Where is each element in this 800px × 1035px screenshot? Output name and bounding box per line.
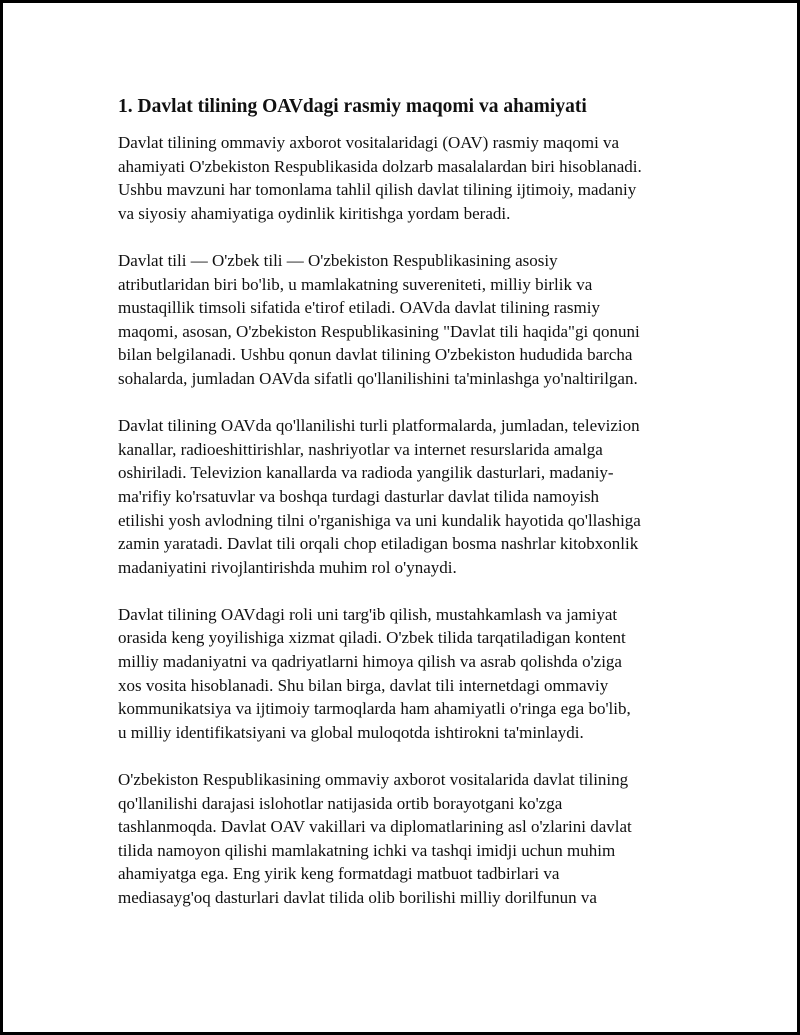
text-line: milliy madaniyatni va qadriyatlarni himoya qilish va asrab qolishda o'ziga — [118, 652, 622, 672]
text-line: u milliy identifikatsiyani va global muloqotda ishtirokni ta'minlaydi. — [118, 722, 584, 742]
text-line: ahamiyati O'zbekiston Respublikasida dolzarb masalalardan biri hisoblanadi. — [118, 156, 642, 176]
text-line: tashlanmoqda. Davlat OAV vakillari va diplomatlarining asl o'zlarini davlat — [118, 817, 632, 837]
text-line: Davlat tili — O'zbek tili — O'zbekiston Respublikasining asosiy — [118, 250, 558, 270]
text-line: Davlat tilining ommaviy axborot vositalaridagi (OAV) rasmiy maqomi va — [118, 133, 620, 152]
paragraph — [118, 131, 698, 225]
text-line: Ushbu mavzuni har tomonlama tahlil qilish davlat tilining ijtimoiy, madaniy — [118, 180, 637, 200]
text-line: bilan belgilanadi. Ushbu qonun davlat tilining O'zbekiston hududida barcha — [118, 345, 633, 365]
text-line: qo'llanilishi darajasi islohotlar natijasida ortib borayotgani ko'zga — [118, 793, 563, 813]
text-line: O'zbekiston Respublikasining ommaviy axborot vositalarida davlat tilining — [118, 770, 629, 790]
text-line: mediasayg'oq dasturlari davlat tilida olib borilishi milliy dorilfunun va — [118, 888, 597, 907]
text-line: ahamiyatga ega. Eng yirik keng formatdagi matbuot tadbirlari va — [118, 864, 560, 884]
paragraph — [118, 603, 698, 745]
text-line: kommunikatsiya va ijtimoiy tarmoqlarda ham ahamiyatli o'ringa ega bo'lib, — [118, 699, 631, 719]
text-line: orasida keng yoyilishiga xizmat qiladi. O'zbek tilida tarqatiladigan kontent — [118, 628, 626, 648]
text-line: tilida namoyon qilishi mamlakatning ichki va tashqi imidji uchun muhim — [118, 840, 616, 860]
section-heading: 1. Davlat tilining OAVdagi rasmiy maqomi va ahamiyati — [118, 96, 587, 117]
text-line: va siyosiy ahamiyatiga oydinlik kiritishga yordam beradi. — [118, 203, 511, 223]
text-line: oshiriladi. Televizion kanallarda va radioda yangilik dasturlari, madaniy- — [118, 463, 614, 483]
text-line: mustaqillik timsoli sifatida e'tirof etiladi. OAVda davlat tilining rasmiy — [118, 298, 600, 318]
text-line: Davlat tilining OAVda qo'llanilishi turli platformalarda, jumladan, televizion — [118, 416, 640, 436]
text-line: kanallar, radioeshittirishlar, nashriyotlar va internet resurslarida amalga — [118, 439, 603, 459]
text-line: sohalarda, jumladan OAVda sifatli qo'llanilishini ta'minlashga yo'naltirilgan. — [118, 368, 638, 388]
paragraph — [118, 414, 698, 579]
text-line: Davlat tilining OAVdagi roli uni targ'ib qilish, mustahkamlash va jamiyat — [118, 604, 618, 624]
text-line: madaniyatini rivojlantirishda muhim rol o'ynaydi. — [118, 557, 457, 577]
text-line: etilishi yosh avlodning tilni o'rganishiga va uni kundalik hayotida qo'llashiga — [118, 510, 641, 530]
text-line: ma'rifiy ko'rsatuvlar va boshqa turdagi dasturlar davlat tilida namoyish — [118, 486, 600, 506]
text-line: xos vosita hisoblanadi. Shu bilan birga, davlat tili internetdagi ommaviy — [118, 675, 609, 695]
text-line: zamin yaratadi. Davlat tili orqali chop etiladigan bosma nashrlar kitobxonlik — [118, 534, 639, 554]
text-line: atributlaridan biri bo'lib, u mamlakatning suvereniteti, milliy birlik va — [118, 274, 593, 294]
text-line: maqomi, asosan, O'zbekiston Respublikasining "Davlat tili haqida"gi qonuni — [118, 321, 640, 341]
document-body — [118, 94, 698, 933]
paragraph — [118, 249, 698, 391]
paragraph — [118, 768, 698, 910]
